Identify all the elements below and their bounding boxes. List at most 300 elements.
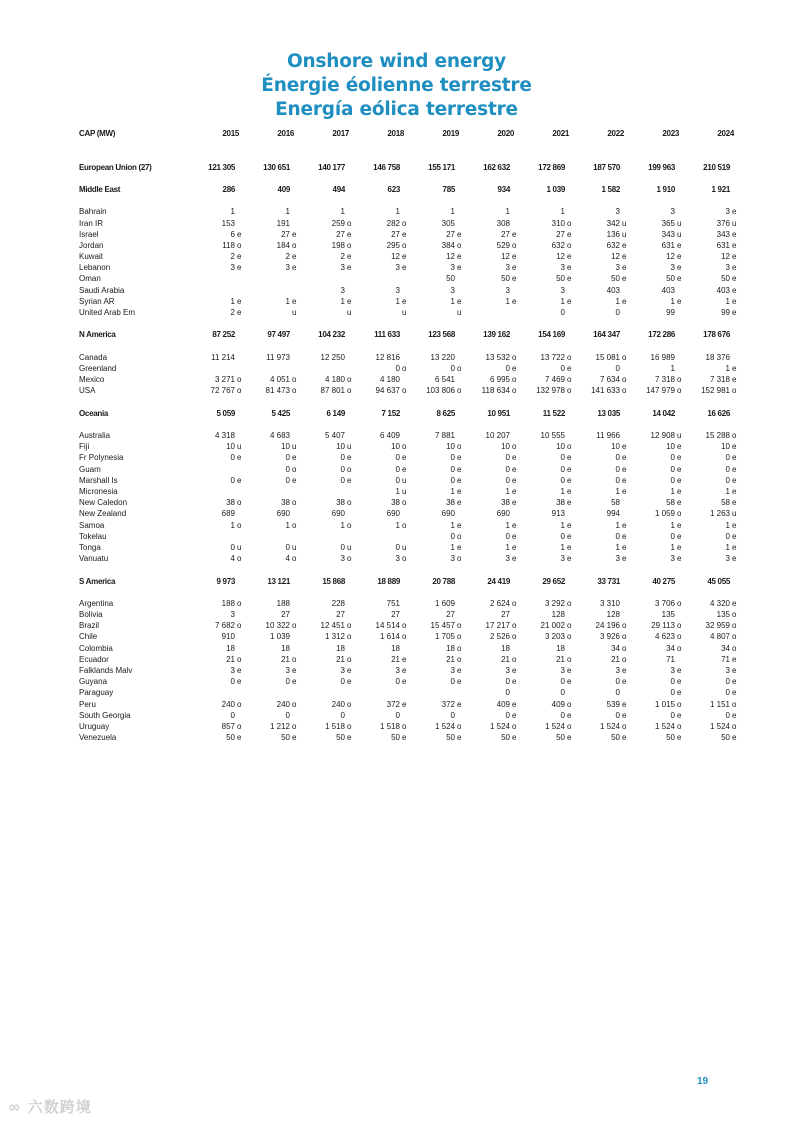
cell-flag: e (622, 475, 627, 485)
table-cell (526, 631, 577, 642)
table-cell (196, 508, 247, 519)
table-cell (636, 576, 687, 587)
cell-flag: o (457, 654, 462, 664)
table-cell (416, 531, 467, 542)
cell-flag: o (677, 643, 682, 653)
table-cell (416, 285, 467, 296)
table-cell (196, 497, 247, 508)
cell-value: 3 (505, 666, 510, 675)
table-cell (526, 475, 577, 486)
cell-value: 0 (725, 677, 730, 687)
row-label: Chile (79, 632, 98, 642)
table-cell (306, 620, 357, 631)
cell-flag: o (622, 721, 627, 731)
table-cell (416, 329, 467, 340)
table-cell (361, 620, 412, 631)
table-cell (526, 352, 577, 363)
table-cell (691, 240, 742, 251)
cell-value: 0 (450, 710, 455, 720)
cell-value: 0 (450, 475, 455, 485)
cell-flag: e (732, 677, 737, 687)
cell-flag: o (292, 520, 297, 530)
table-cell (526, 229, 577, 240)
table-cell (691, 654, 742, 665)
cell-value: 12 (446, 252, 455, 262)
cell-value: 3 (615, 207, 620, 217)
cell-value: 0 (615, 453, 620, 463)
cell-flag: e (292, 296, 297, 306)
cell-value: 0 (450, 453, 455, 463)
table-cell (416, 687, 467, 698)
cell-value: 27 (446, 610, 455, 620)
cell-value: 1 (395, 520, 400, 530)
cell-value: 2015 (222, 129, 239, 138)
cell-value: 0 (560, 710, 565, 720)
cell-flag: o (677, 699, 682, 709)
cell-flag: e (567, 542, 572, 552)
table-cell (636, 520, 687, 531)
table-cell (196, 184, 247, 195)
table-cell (251, 251, 302, 262)
cell-flag: e (512, 520, 517, 530)
cell-flag: u (732, 218, 737, 228)
cell-value: 21 (446, 654, 455, 664)
cell-value: 140 177 (318, 162, 345, 172)
table-cell (471, 229, 522, 240)
table-cell (416, 430, 467, 441)
table-cell (691, 184, 742, 195)
table-cell (306, 352, 357, 363)
table-cell (306, 441, 357, 452)
table-cell (306, 486, 357, 497)
cell-value: 0 (230, 453, 235, 463)
table-cell (636, 240, 687, 251)
table-cell (306, 218, 357, 229)
cell-value: 0 (340, 542, 345, 552)
table-cell (416, 508, 467, 519)
row-label: Australia (79, 431, 111, 441)
cell-flag: u (677, 229, 682, 239)
table-cell (416, 620, 467, 631)
table-row (79, 218, 737, 229)
table-cell (636, 408, 687, 419)
cell-value: 0 (670, 464, 675, 474)
cell-flag: e (237, 666, 242, 675)
table-cell (416, 229, 467, 240)
cell-flag: o (347, 554, 352, 564)
table-cell (526, 699, 577, 710)
cell-flag: e (292, 677, 297, 687)
cell-flag: e (567, 464, 572, 474)
table-cell (416, 609, 467, 620)
table-cell (361, 307, 412, 318)
table-cell (361, 229, 412, 240)
table-cell (361, 497, 412, 508)
cell-value: 1 (450, 207, 455, 217)
cell-value: 38 (556, 498, 565, 508)
cell-value: 631 (661, 240, 675, 250)
table-cell (416, 486, 467, 497)
table-cell (361, 408, 412, 419)
cell-value: 13 121 (267, 576, 290, 586)
cell-value: 6 409 (379, 431, 400, 441)
table-cell (251, 229, 302, 240)
cell-flag: o (732, 621, 737, 631)
cell-value: 1 910 (656, 184, 675, 194)
table-cell (416, 676, 467, 687)
table-cell (361, 520, 412, 531)
cell-value: 38 (281, 498, 290, 508)
table-cell (251, 374, 302, 385)
table-cell (361, 374, 412, 385)
row-label: CAP (MW) (79, 129, 116, 138)
cell-value: 34 (666, 643, 675, 653)
cell-flag: o (237, 498, 242, 508)
cell-flag: e (237, 308, 242, 317)
table-cell (636, 676, 687, 687)
table-cell (196, 128, 247, 139)
cell-value: 18 (556, 643, 565, 653)
cell-flag: o (347, 520, 352, 530)
table-cell (581, 162, 632, 173)
table-cell (196, 430, 247, 441)
table-cell (581, 262, 632, 273)
cell-flag: o (567, 218, 572, 228)
cell-flag: o (292, 654, 297, 664)
cell-value: 178 676 (703, 330, 730, 340)
cell-value: 0 (670, 453, 675, 463)
cell-flag: o (457, 643, 462, 653)
table-cell (306, 363, 357, 374)
table-cell (251, 329, 302, 340)
cell-flag: o (292, 498, 297, 508)
cell-flag: e (567, 229, 572, 239)
table-cell (416, 441, 467, 452)
cell-flag: e (677, 498, 682, 508)
cell-flag: o (237, 240, 242, 250)
cell-flag: e (237, 296, 242, 306)
cell-flag: o (732, 386, 737, 396)
cell-flag: o (292, 375, 297, 385)
cell-value: 12 (666, 252, 675, 262)
table-row (79, 385, 737, 396)
cell-value: 18 (446, 643, 455, 653)
cell-value: 1 (230, 296, 235, 306)
table-cell (471, 262, 522, 273)
cell-value: 7 634 (599, 375, 620, 385)
table-cell (691, 218, 742, 229)
cell-value: 1 (505, 296, 510, 306)
cell-value: 27 (336, 229, 345, 239)
table-cell (636, 464, 687, 475)
table-cell (526, 643, 577, 654)
cell-flag: e (567, 554, 572, 564)
cell-flag: e (292, 252, 297, 262)
cell-value: 1 (340, 207, 345, 217)
table-cell (691, 307, 742, 318)
table-cell (636, 452, 687, 463)
table-row (79, 732, 737, 743)
cell-flag: e (402, 733, 407, 743)
cell-flag: e (677, 542, 682, 552)
cell-value: 18 376 (705, 352, 730, 362)
cell-value: 1 (560, 207, 565, 217)
cell-value: 240 (276, 699, 290, 709)
cell-value: 50 (721, 274, 730, 284)
cell-flag: e (732, 733, 737, 743)
cell-value: 1 (560, 520, 565, 530)
cell-value: 10 (281, 442, 290, 452)
cell-flag: o (402, 363, 407, 373)
table-cell (251, 262, 302, 273)
cell-flag: e (347, 475, 352, 485)
table-cell (196, 576, 247, 587)
cell-flag: e (567, 487, 572, 496)
cell-value: 3 (340, 666, 345, 675)
cell-value: 0 (285, 542, 290, 552)
cell-flag: e (677, 531, 682, 541)
cell-flag: e (732, 475, 737, 485)
table-cell (691, 385, 742, 396)
table-cell (471, 475, 522, 486)
table-cell (196, 721, 247, 732)
table-cell (636, 307, 687, 318)
cell-value: 3 (725, 554, 730, 564)
cell-flag: o (457, 531, 462, 541)
cell-flag: o (347, 218, 352, 228)
cell-value: 18 (281, 643, 290, 653)
table-cell (251, 464, 302, 475)
cell-value: 3 (615, 263, 620, 273)
table-cell (196, 710, 247, 721)
table-cell (306, 206, 357, 217)
cell-value: 1 (230, 520, 235, 530)
table-cell (361, 654, 412, 665)
cell-value: 3 (285, 263, 290, 273)
table-cell (361, 486, 412, 497)
table-cell (416, 576, 467, 587)
table-cell (691, 162, 742, 173)
row-label: Oman (79, 274, 101, 284)
cell-value: 0 (285, 475, 290, 485)
table-cell (306, 240, 357, 251)
cell-flag: e (732, 207, 737, 217)
cell-value: 1 (450, 487, 455, 496)
cell-flag: e (622, 487, 627, 496)
table-cell (636, 598, 687, 609)
cell-flag: e (457, 733, 462, 743)
cell-flag: o (732, 431, 737, 441)
cell-value: 3 (395, 263, 400, 273)
table-cell (361, 699, 412, 710)
table-row (79, 374, 737, 385)
cell-value: 0 (285, 464, 290, 474)
cell-value: 29 652 (542, 576, 565, 586)
table-cell (251, 631, 302, 642)
cell-value: 0 (340, 475, 345, 485)
table-cell (416, 218, 467, 229)
table-cell (581, 654, 632, 665)
table-cell (526, 665, 577, 676)
cell-value: 1 312 (324, 632, 345, 642)
cell-value: 27 (391, 610, 400, 620)
table-cell (251, 676, 302, 687)
cell-value: 10 555 (540, 431, 565, 441)
cell-value: 3 310 (599, 598, 620, 608)
table-cell (581, 732, 632, 743)
cell-flag: o (457, 240, 462, 250)
cell-flag: e (457, 498, 462, 508)
cell-flag: e (677, 442, 682, 452)
cell-value: 162 632 (483, 162, 510, 172)
cell-value: 409 (277, 184, 290, 194)
table-cell (251, 363, 302, 374)
cell-value: 135 (716, 610, 730, 620)
row-label: Samoa (79, 520, 105, 530)
cell-value: 147 979 (646, 386, 675, 396)
table-cell (581, 643, 632, 654)
cell-flag: e (732, 554, 737, 564)
cell-value: 7 469 (544, 375, 565, 385)
cell-value: 0 (340, 677, 345, 687)
cell-flag: e (457, 464, 462, 474)
cell-flag: u (402, 487, 407, 496)
cell-flag: o (402, 498, 407, 508)
cell-flag: o (237, 699, 242, 709)
cell-flag: u (622, 218, 627, 228)
table-cell (361, 363, 412, 374)
cell-value: 50 (611, 733, 620, 743)
cell-value: 0 (505, 453, 510, 463)
cell-value: 1 609 (434, 598, 455, 608)
table-cell (636, 218, 687, 229)
table-row (79, 240, 737, 251)
table-cell (581, 273, 632, 284)
cell-value: 1 263 (709, 509, 730, 519)
cell-value: 308 (496, 218, 510, 228)
cell-value: 146 758 (373, 162, 400, 172)
cell-value: 0 (450, 531, 455, 541)
cell-value: 50 (721, 733, 730, 743)
cell-flag: e (292, 666, 297, 675)
table-cell (196, 654, 247, 665)
cell-value: 50 (666, 733, 675, 743)
cell-flag: o (512, 375, 517, 385)
table-cell (581, 710, 632, 721)
table-cell (691, 553, 742, 564)
table-cell (526, 609, 577, 620)
table-row (79, 251, 737, 262)
cell-flag: o (512, 386, 517, 396)
table-cell (581, 218, 632, 229)
cell-flag: e (622, 453, 627, 463)
cell-flag: o (292, 240, 297, 250)
table-cell (196, 732, 247, 743)
cell-flag: e (732, 252, 737, 262)
cell-value: 128 (551, 610, 565, 620)
cell-flag: o (567, 352, 572, 362)
cell-flag: e (457, 699, 462, 709)
cell-value: 10 (721, 442, 730, 452)
table-cell (251, 273, 302, 284)
cell-flag: e (457, 487, 462, 496)
table-cell (471, 273, 522, 284)
cell-flag: e (677, 475, 682, 485)
cell-value: 1 (670, 296, 675, 306)
cell-flag: e (567, 520, 572, 530)
page-title-block (0, 50, 793, 122)
cell-value: 3 (670, 207, 675, 217)
table-row (79, 531, 737, 542)
cell-value: 0 (670, 710, 675, 720)
table-cell (636, 542, 687, 553)
cell-value: 0 (450, 677, 455, 687)
table-cell (691, 676, 742, 687)
row-label: Middle East (79, 184, 121, 194)
table-cell (581, 620, 632, 631)
table-cell (691, 643, 742, 654)
table-cell (306, 631, 357, 642)
cell-value: 1 059 (654, 509, 675, 519)
table-cell (306, 531, 357, 542)
cell-value: 1 (725, 542, 730, 552)
cell-value: 3 (505, 263, 510, 273)
table-cell (251, 620, 302, 631)
row-label: Oceania (79, 408, 109, 418)
cell-value: 21 (226, 654, 235, 664)
cell-value: 13 035 (597, 408, 620, 418)
table-cell (636, 285, 687, 296)
cell-flag: o (402, 621, 407, 631)
cell-flag: o (457, 632, 462, 642)
table-cell (196, 542, 247, 553)
cell-value: 1 518 (324, 721, 345, 731)
cell-value: 1 705 (434, 632, 455, 642)
cell-value: 0 (230, 710, 235, 720)
cell-flag: e (457, 296, 462, 306)
cell-flag: o (402, 554, 407, 564)
table-cell (196, 464, 247, 475)
cell-value: 97 497 (267, 330, 290, 340)
table-cell (471, 218, 522, 229)
cell-value: 21 (501, 654, 510, 664)
table-cell (251, 643, 302, 654)
cell-value: 1 524 (544, 721, 565, 731)
cell-flag: o (732, 699, 737, 709)
table-cell (526, 441, 577, 452)
cell-value: 3 (725, 666, 730, 675)
cell-value: 1 (505, 520, 510, 530)
cell-flag: e (457, 677, 462, 687)
cell-flag: o (677, 375, 682, 385)
cell-flag: o (512, 598, 517, 608)
table-cell (636, 385, 687, 396)
cell-value: 343 (716, 229, 730, 239)
table-cell (251, 307, 302, 318)
cell-flag: e (512, 252, 517, 262)
table-cell (306, 576, 357, 587)
cell-value: 50 (391, 733, 400, 743)
cell-value: 152 981 (701, 386, 730, 396)
cell-value: 295 (386, 240, 400, 250)
cell-value: 5 059 (216, 408, 235, 418)
table-cell (306, 497, 357, 508)
cell-value: 132 978 (536, 386, 565, 396)
table-cell (416, 184, 467, 195)
cell-flag: e (457, 520, 462, 530)
table-cell (581, 464, 632, 475)
table-cell (471, 598, 522, 609)
